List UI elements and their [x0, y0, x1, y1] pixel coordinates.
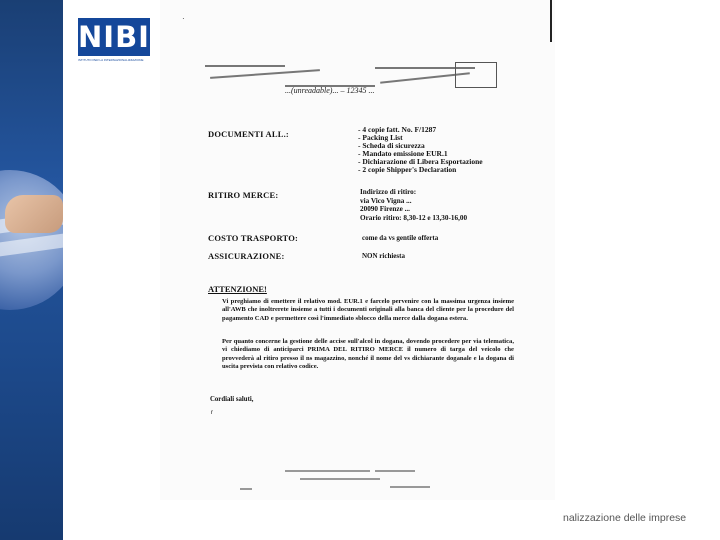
- documenti-label: DOCUMENTI ALL.:: [208, 129, 289, 139]
- ritiro-line: Orario ritiro: 8,30-12 e 13,30-16,00: [360, 213, 468, 222]
- scan-mark: ·: [182, 14, 185, 23]
- list-item: - Packing List: [358, 134, 483, 142]
- slide-caption: nalizzazione delle imprese: [563, 512, 687, 524]
- footer-scribble: [390, 486, 430, 488]
- ritiro-details: [360, 188, 467, 222]
- ritiro-line: Indirizzo di ritiro:: [360, 188, 417, 196]
- list-item: - 4 copie fatt. No. F/1287: [358, 126, 483, 134]
- ritiro-line: 20090 Firenze ...: [360, 205, 410, 213]
- list-item: - Dichiarazione di Libera Esportazione: [358, 158, 483, 166]
- address-line: ...(unreadable)... – 12345 ...: [285, 86, 375, 95]
- footer-scribble: [285, 470, 370, 472]
- documenti-list: [358, 126, 483, 174]
- nibi-logo: [76, 14, 156, 66]
- ritiro-line: via Vico Vigna ...: [360, 196, 412, 205]
- list-item: - Mandato emissione EUR.1: [358, 150, 483, 158]
- paragraph-accise: Per quanto concerne la gestione delle accise sull'alcol in dogana, dovendo procedere per via telematica, vi chiediamo di anticiparci PRIMA DEL RITIRO MERCE il numero di targa del veicolo che provvederà al ritiro presso il ns magazzino, nonché il nome del vs dichiarante doganale e la dogana di uscita prevista con relativo codice.: [222, 338, 514, 371]
- paragraph-eur1: Vi preghiamo di emettere il relativo mod. EUR.1 e farcelo pervenire con la massima urgenza insieme all'AWB che inoltrerete insieme a tutti i documenti originali alla banca del cliente per la procedure del pagamento CAD e permettere così l'immediato sblocco della merce dalla dogana estera.: [222, 298, 514, 322]
- footer-scribble: [240, 488, 252, 490]
- stamp-box: [455, 62, 497, 88]
- signature-mark: r: [211, 410, 213, 416]
- list-item: - Scheda di sicurezza: [358, 142, 483, 150]
- list-item: - 2 copie Shipper's Declaration: [358, 166, 483, 174]
- costo-value: come da vs gentile offerta: [362, 234, 439, 242]
- logo-wordmark: NIBI: [78, 20, 150, 54]
- footer-scribble: [375, 470, 415, 472]
- hand-graphic: [5, 195, 63, 233]
- scan-edge: [550, 0, 552, 42]
- attention-heading: ATTENZIONE!: [208, 284, 267, 294]
- logo-tagline: ISTITUTO PER LA INTERNAZIONALIZZAZIONE: [78, 58, 144, 62]
- footer-scribble: [300, 478, 380, 480]
- assicurazione-label: ASSICURAZIONE:: [208, 251, 285, 261]
- ritiro-label: RITIRO MERCE:: [208, 190, 279, 200]
- costo-label: COSTO TRASPORTO:: [208, 233, 299, 243]
- scanned-letter: [160, 0, 555, 500]
- closing-salutation: Cordiali saluti,: [210, 396, 254, 403]
- decorative-side-panel: [0, 0, 63, 540]
- assicurazione-value: NON richiesta: [362, 252, 405, 260]
